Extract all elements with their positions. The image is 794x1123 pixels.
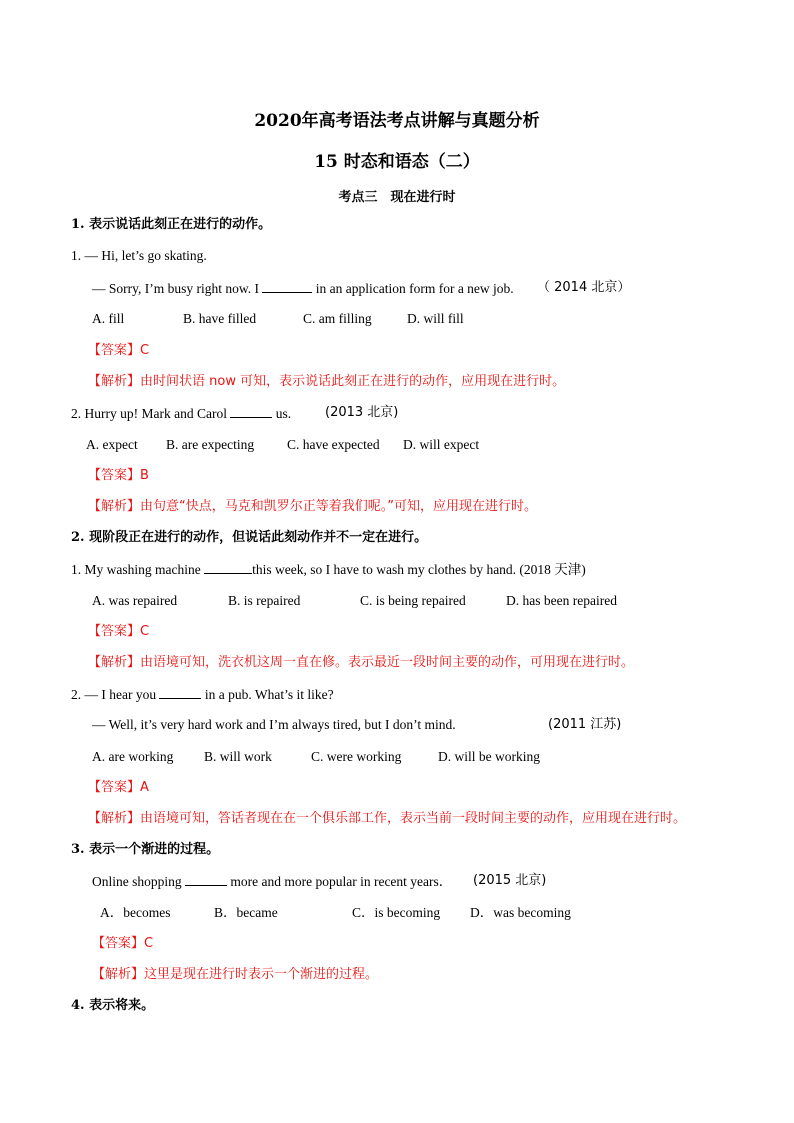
- s1-q1-option-b: B. have filled: [183, 311, 257, 326]
- s2-q2-option-c: C. were working: [311, 749, 402, 764]
- s1-q1-option-a: A. fill: [92, 311, 125, 326]
- s3-heading: 3. 表示一个渐进的过程。: [71, 842, 220, 857]
- s3-q1-answer: 【答案】C: [92, 936, 154, 951]
- s2-q1-option-d: D. has been repaired: [506, 593, 617, 608]
- document-title: 2020年高考语法考点讲解与真题分析: [254, 111, 540, 131]
- s1-q2-option-c: C. have expected: [287, 437, 380, 452]
- s2-q2-line1: [71, 685, 334, 704]
- s2-q1-line1-end: this week, so I have to wash my clothes by hand. (2018 天津): [252, 562, 586, 577]
- s2-q1-option-c: C. is being repaired: [360, 593, 466, 608]
- s1-q2-analysis: 【解析】由句意“快点，马克和凯罗尔正等着我们呢。”可知，应用现在进行时。: [88, 499, 537, 514]
- document-subtitle: 15 时态和语态（二）: [314, 152, 480, 172]
- s2-q1-analysis: 【解析】由语境可知，洗衣机这周一直在修。表示最近一段时间主要的动作，可用现在进行时。: [88, 655, 635, 670]
- s3-q1-analysis: 【解析】这里是现在进行时表示一个渐进的过程。: [92, 967, 379, 982]
- s2-q2-option-a: A. are working: [92, 749, 174, 764]
- s2-q1-line1-start: 1. My washing machine: [71, 562, 201, 577]
- s2-q2-source: (2011 江苏): [548, 717, 622, 732]
- s2-heading: 2. 现阶段正在进行的动作，但说话此刻动作并不一定在进行。: [71, 530, 428, 545]
- s3-q1-option-b: B．became: [214, 905, 278, 920]
- s1-q1-line1: 1. — Hi, let’s go skating.: [71, 248, 207, 263]
- s2-q2-option-d: D. will be working: [438, 749, 540, 764]
- s2-q1-option-a: A. was repaired: [92, 593, 178, 608]
- s3-q1-option-d: D．was becoming: [470, 905, 571, 920]
- s1-q2-option-d: D. will expect: [403, 437, 480, 452]
- s3-q1-option-a: A．becomes: [100, 905, 171, 920]
- s1-q2-line1-start: 2. Hurry up! Mark and Carol: [71, 406, 227, 421]
- s1-q2-source: (2013 北京): [325, 405, 399, 420]
- s1-q1-line2-start: — Sorry, I’m busy right now. I: [92, 281, 259, 296]
- s2-q2-answer: 【答案】A: [88, 780, 149, 795]
- s4-heading: 4. 表示将来。: [71, 998, 155, 1013]
- s2-q1-blank: [204, 560, 252, 574]
- s2-q2-option-b: B. will work: [204, 749, 272, 764]
- s2-q2-blank: [159, 685, 201, 699]
- s2-q2-analysis: 【解析】由语境可知，答话者现在在一个俱乐部工作，表示当前一段时间主要的动作，应用现在进行时。: [88, 811, 687, 826]
- s1-q2-answer: 【答案】B: [88, 468, 149, 483]
- section-title: 考点三 现在进行时: [338, 190, 456, 205]
- s1-q1-source: （ 2014 北京）: [537, 280, 631, 295]
- s1-q1-analysis: 【解析】由时间状语 now 可知，表示说话此刻正在进行的动作，应用现在进行时。: [88, 374, 566, 389]
- s2-q1-option-b: B. is repaired: [228, 593, 301, 608]
- s3-q1-blank: [185, 872, 227, 886]
- s1-q1-option-d: D. will fill: [407, 311, 464, 326]
- s3-q1-line1: [92, 872, 452, 891]
- s1-q2-option-b: B. are expecting: [166, 437, 255, 452]
- s3-q1-line1-end: more and more popular in recent years．: [230, 874, 453, 889]
- s1-q2-line1: [71, 404, 291, 423]
- s2-q1-line1: [71, 560, 586, 579]
- s1-q2-option-a: A. expect: [86, 437, 138, 452]
- s2-q2-line1-start: 2. — I hear you: [71, 687, 157, 702]
- s2-q1-answer: 【答案】C: [88, 624, 150, 639]
- s1-heading: 1. 表示说话此刻正在进行的动作。: [71, 217, 272, 232]
- s1-q2-blank: [230, 404, 272, 418]
- s1-q1-line2: [92, 279, 514, 298]
- s1-q2-line1-end: us.: [275, 406, 292, 421]
- s1-q1-line2-end: in an application form for a new job.: [315, 281, 514, 296]
- s3-q1-option-c: C．is becoming: [352, 905, 441, 920]
- s1-q1-answer: 【答案】C: [88, 343, 150, 358]
- s2-q2-line1-end: in a pub. What’s it like?: [204, 687, 334, 702]
- s1-q1-option-c: C. am filling: [303, 311, 372, 326]
- s3-q1-source: (2015 北京): [473, 873, 547, 888]
- s1-q1-blank: [262, 279, 312, 293]
- s3-q1-line1-start: Online shopping: [92, 874, 182, 889]
- s2-q2-line2: — Well, it’s very hard work and I’m always tired, but I don’t mind.: [92, 717, 456, 732]
